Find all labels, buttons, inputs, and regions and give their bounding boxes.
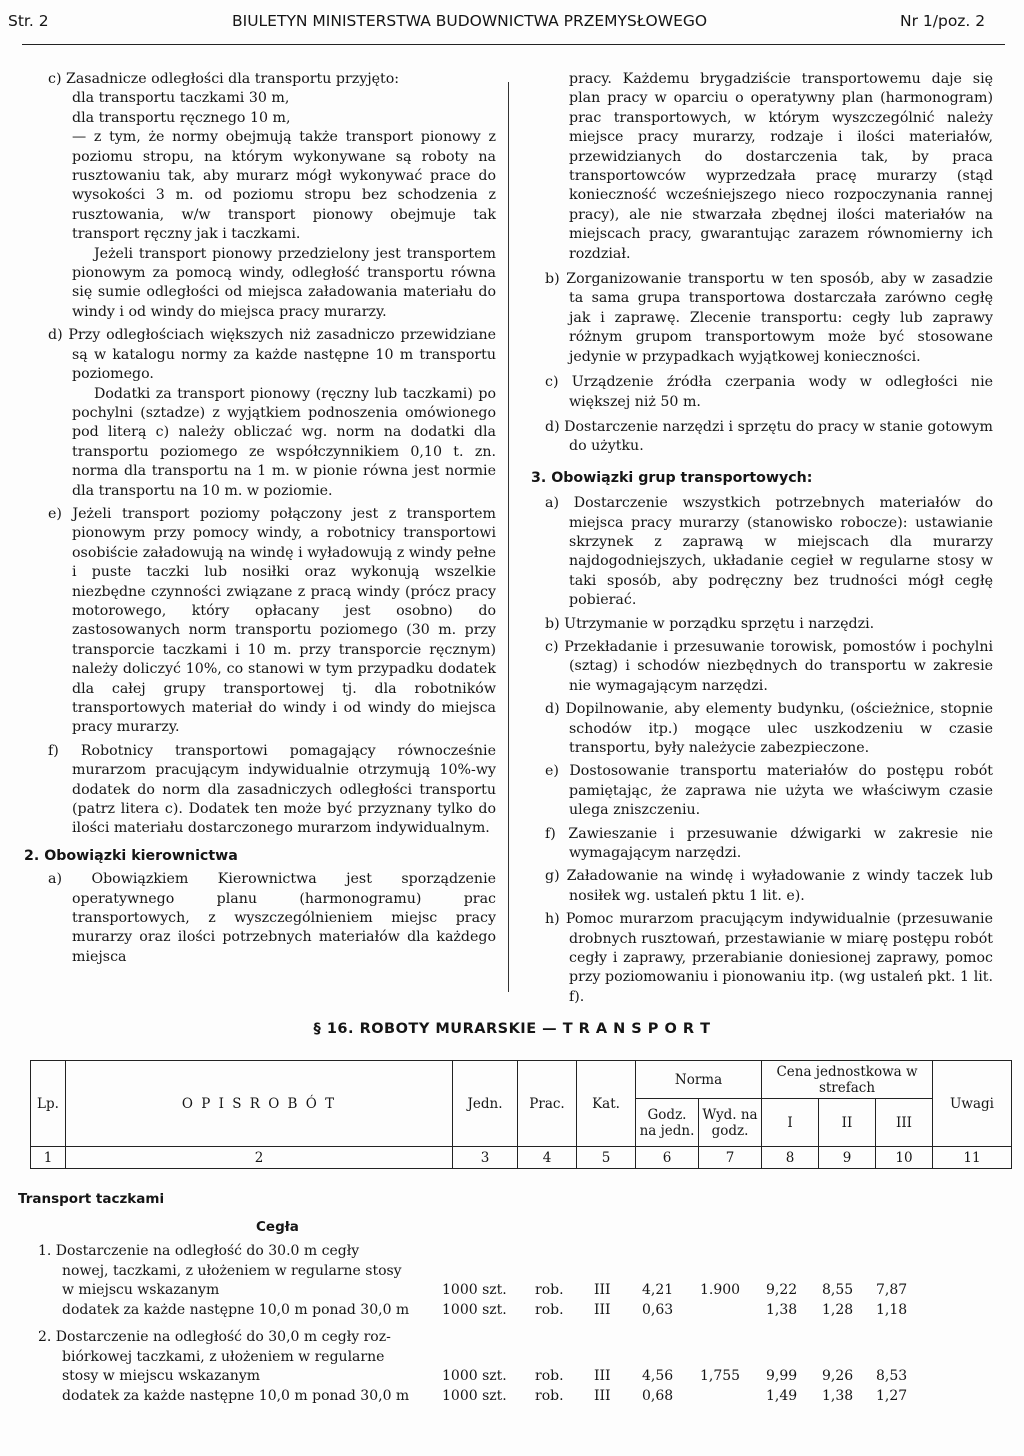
row2-addon-godz: 0,68 <box>642 1387 674 1404</box>
col-kat: Kat. <box>577 1061 636 1147</box>
section-2-title: 2. Obowiązki kierownictwa <box>24 847 238 864</box>
row1-addon-ii: 1,28 <box>822 1301 854 1318</box>
col-num: 3 <box>453 1147 518 1169</box>
row2-line3: stosy w miejscu wskazanym <box>62 1368 261 1384</box>
col-jedn: Jedn. <box>453 1061 518 1147</box>
page-number: Str. 2 <box>8 12 49 30</box>
row1-iii: 7,87 <box>876 1282 908 1298</box>
row2-addon-kat: III <box>594 1387 611 1404</box>
row2-line1: 2. Dostarczenie na odległość do 30,0 m cegły roz- <box>38 1329 391 1345</box>
column-numbers-row <box>31 1147 1012 1169</box>
row2-addon-iii: 1,27 <box>876 1387 908 1404</box>
col-lp: Lp. <box>31 1061 66 1147</box>
col-num: 10 <box>876 1147 933 1169</box>
row2-addon: dodatek za każde następne 10,0 m ponad 30,0 m <box>62 1387 410 1404</box>
col-strefa-i: I <box>762 1099 819 1147</box>
s3-f: f) Zawieszanie i przesuwanie dźwigarki w zakresie nie wymagającym narzędzi. <box>545 825 993 862</box>
col-opis: O P I S R O B Ó T <box>66 1061 453 1147</box>
row1-addon-i: 1,38 <box>766 1301 798 1318</box>
subgroup-label: Cegła <box>256 1219 299 1235</box>
c-line2: dla transportu ręcznego 10 m, <box>72 109 291 126</box>
table-row <box>30 1387 1012 1407</box>
section-2-a: a) Obowiązkiem Kierownictwa jest sporządzenie operatywnego planu (harmonogramu) prac transportowych, z wyszczególnieniem miejsc pracy murarzy oraz ilości potrzebnych materiałów dla każdego miejsca <box>48 871 496 965</box>
s3-a: a) Dostarczenie wszystkich potrzebnych materiałów do miejsca pracy murarzy (stanowisko robocze): ustawianie skrzynek z zaprawą w miejscach dla murarzy najdogodniejszych, układanie cegieł w regularne stosy w taki sposób, aby podręczny bez trudności mógł cegłę pobierać. <box>545 495 993 609</box>
left-column <box>24 70 496 967</box>
col-num: 8 <box>762 1147 819 1169</box>
row2-jedn: 1000 szt. <box>442 1368 507 1384</box>
row2-godz: 4,56 <box>642 1368 674 1384</box>
table-row <box>30 1281 1012 1301</box>
col-norma: Norma <box>636 1061 762 1099</box>
issue-number: Nr 1/poz. 2 <box>900 12 986 30</box>
s3-c: c) Przekładanie i przesuwanie torowisk, pomostów i pochylni (sztag) i schodów niezbędnych do transportu w zakresie nie wymagającym narzędzi. <box>545 638 993 694</box>
col-num: 2 <box>66 1147 453 1169</box>
right-column <box>531 70 994 1007</box>
c-intro: c) Zasadnicze odległości dla transportu przyjęto: <box>48 71 400 87</box>
row2-ii: 9,26 <box>822 1368 854 1384</box>
s3-g: g) Załadowanie na windę i wyładowanie z windy taczek lub nosiłek wg. ustaleń pktu 1 lit. e). <box>545 868 993 904</box>
row1-addon-kat: III <box>594 1301 611 1318</box>
row1-godz: 4,21 <box>642 1282 674 1298</box>
col-num: 11 <box>933 1147 1012 1169</box>
row1-line2: nowej, taczkami, z ułożeniem w regularne stosy <box>62 1262 402 1279</box>
row2-addon-jedn: 1000 szt. <box>442 1387 507 1404</box>
row1-kat: III <box>594 1282 611 1298</box>
c-paragraph-2: Jeżeli transport pionowy przedzielony jest transportem pionowym za pomocą windy, odległość transportu równa się sumie odległości od miejsca załadowania materiału do windy i od windy do miejsca pracy murarzy. <box>72 245 496 320</box>
col-num: 4 <box>518 1147 577 1169</box>
row1-addon-godz: 0,63 <box>642 1301 674 1318</box>
group-label: Transport taczkami <box>18 1191 165 1207</box>
section-3-title: 3. Obowiązki grup transportowych: <box>531 469 813 486</box>
table-row <box>30 1301 1012 1321</box>
col-cena: Cena jednostkowa w strefach <box>762 1061 933 1099</box>
row2-wyd: 1,755 <box>700 1368 741 1384</box>
b-paragraph: b) Zorganizowanie transportu w ten sposób, aby w zasadzie ta sama grupa transportowa dostarczała zarówno cegłę jak i zaprawę. Zlecenie transportu: cegły lub zaprawy różnym grupom transportowym może być stosowane jedynie w przypadkach wyjątkowej konieczności. <box>545 271 993 365</box>
row1-line3: w miejscu wskazanym <box>62 1282 220 1298</box>
col-num: 6 <box>636 1147 699 1169</box>
row2-prac: rob. <box>535 1368 564 1384</box>
row1-prac: rob. <box>535 1282 564 1298</box>
row1-i: 9,22 <box>766 1282 798 1298</box>
header-rule <box>22 44 1005 45</box>
publication-title: BIULETYN MINISTERSTWA BUDOWNICTWA PRZEMYSŁOWEGO <box>232 12 708 30</box>
section-title: § 16. ROBOTY MURARSKIE — T R A N S P O R T <box>313 1021 711 1037</box>
col-wyd: Wyd. na godz. <box>699 1099 762 1147</box>
row2-iii: 8,53 <box>876 1368 908 1384</box>
page-header <box>0 8 1024 38</box>
col-strefa-ii: II <box>819 1099 876 1147</box>
col-strefa-iii: III <box>876 1099 933 1147</box>
row1-line1: 1. Dostarczenie na odległość do 30.0 m cegły <box>38 1243 360 1259</box>
row1-wyd: 1.900 <box>700 1282 741 1298</box>
a-continuation: pracy. Każdemu brygadziście transportowemu daje się plan pracy w oparciu o operatywny plan (harmonogram) prac transportowych, w którym wyszczególnić należy miejsce pracy murarzy, rodzaje i ilości materiałów, przewidzianych do dostarczenia tak, by praca transportowców wyprzedzała pracę murarzy (stąd konieczność wcześniejszego nieco rozpoczynania rannej pracy), ale nie stwarzała zbędnej ilości materiałów na miejscach pracy, gwarantując zarazem równomierny ich rozdział. <box>569 71 993 262</box>
col-num: 1 <box>31 1147 66 1169</box>
s3-b: b) Utrzymanie w porządku sprzętu i narzędzi. <box>545 615 875 632</box>
col-prac: Prac. <box>518 1061 577 1147</box>
c-line1: dla transportu taczkami 30 m, <box>72 90 290 107</box>
row1-addon-jedn: 1000 szt. <box>442 1301 507 1318</box>
row2-addon-i: 1,49 <box>766 1387 798 1404</box>
c-paragraph: c) Urządzenie źródła czerpania wody w odległości nie większej niż 50 m. <box>545 374 993 410</box>
row2-addon-ii: 1,38 <box>822 1387 854 1404</box>
f-paragraph: f) Robotnicy transportowi pomagający równocześnie murarzom pracującym indywidualnie otrzymują 10%-wy dodatek do norm dla zasadniczych odległości transportu (patrz litera c). Dodatek ten może być przyznany tylko do ilości materiału dostarczonego murarzom indywidualnym. <box>48 742 496 837</box>
d-paragraph-2: Dodatki za transport pionowy (ręczny lub taczkami) po pochylni (sztadze) z wyjątkiem podnoszenia omówionego pod literą c) należy obliczać wg. norm na dodatki dla transportu poziomego ze współczynnikiem 0,10 t. zn. norma dla transportu na 1 m. w pionie równa jest normie dla transportu na 10 m. w poziomie. <box>72 385 496 499</box>
c-paragraph-1: — z tym, że normy obejmują także transport pionowy z poziomu stropu, na którym wykonywane są roboty na rusztowaniu tak, aby murarz mógł wykonywać prace do wysokości 3 m. od poziomu stropu bez schodzenia z rusztowania, w/w transport pionowy obejmuje tak transport ręczny jak i taczkami. <box>72 129 496 243</box>
col-godz: Godz. na jedn. <box>636 1099 699 1147</box>
d-paragraph-1: d) Przy odległościach większych niż zasadniczo przewidziane są w katalogu normy za każde następne 10 m transportu poziomego. <box>48 327 496 383</box>
row2-addon-prac: rob. <box>535 1387 564 1404</box>
works-table-header <box>30 1060 1012 1169</box>
row1-addon: dodatek za każde następne 10,0 m ponad 30,0 m <box>62 1301 410 1318</box>
row1-addon-iii: 1,18 <box>876 1301 908 1318</box>
row2-kat: III <box>594 1368 611 1384</box>
row2-i: 9,99 <box>766 1368 798 1384</box>
row1-jedn: 1000 szt. <box>442 1282 507 1298</box>
row1-addon-prac: rob. <box>535 1301 564 1318</box>
col-num: 7 <box>699 1147 762 1169</box>
col-num: 5 <box>577 1147 636 1169</box>
column-divider <box>508 82 509 992</box>
s3-h: h) Pomoc murarzom pracującym indywidualnie (przesuwanie drobnych rusztowań, przestawianie w miarę postępu robót cegły i zaprawy, przerabianie doniesionej zaprawy, pomoc przy poziomowaniu i pionowaniu itp. (wg ustaleń pkt. 1 lit. f). <box>545 911 993 1005</box>
row1-ii: 8,55 <box>822 1282 854 1298</box>
col-uwagi: Uwagi <box>933 1061 1012 1147</box>
s3-e: e) Dostosowanie transportu materiałów do postępu robót pamiętając, że zaprawa nie użyta we właściwym czasie ulega zniszczeniu. <box>545 763 993 819</box>
e-paragraph: e) Jeżeli transport poziomy połączony jest z transportem pionowym przy pomocy windy, a robotnicy transportowi osobiście załadowują na windę i wyładowują z windy pełne i puste taczki lub nosiłki oraz wykonują wszelkie niezbędne czynności związane z pracą windy (prócz pracy motorowego, który opłacany jest osobno) do zastosowanych norm transportu poziomego (30 m. przy transporcie taczkami i 10 m. przy transporcie ręcznym) należy doliczyć 10%, co stanowi w tym przypadku dodatek dla całej grupy transportowej tj. dla robotników transportowych materiał do windy i od windy do miejsca pracy murarzy. <box>48 505 496 736</box>
works-table-body <box>18 1190 1012 1406</box>
row2-line2: biórkowej taczkami, z ułożeniem w regularne <box>62 1348 385 1365</box>
table-row <box>30 1367 1012 1387</box>
d-paragraph: d) Dostarczenie narzędzi i sprzętu do pracy w stanie gotowym do użytku. <box>545 418 994 455</box>
col-num: 9 <box>819 1147 876 1169</box>
s3-d: d) Dopilnowanie, aby elementy budynku, (ościeżnice, stopnie schodów itp.) mogące ulec uszkodzeniu w czasie transportu, były należycie zabezpieczone. <box>545 701 993 756</box>
